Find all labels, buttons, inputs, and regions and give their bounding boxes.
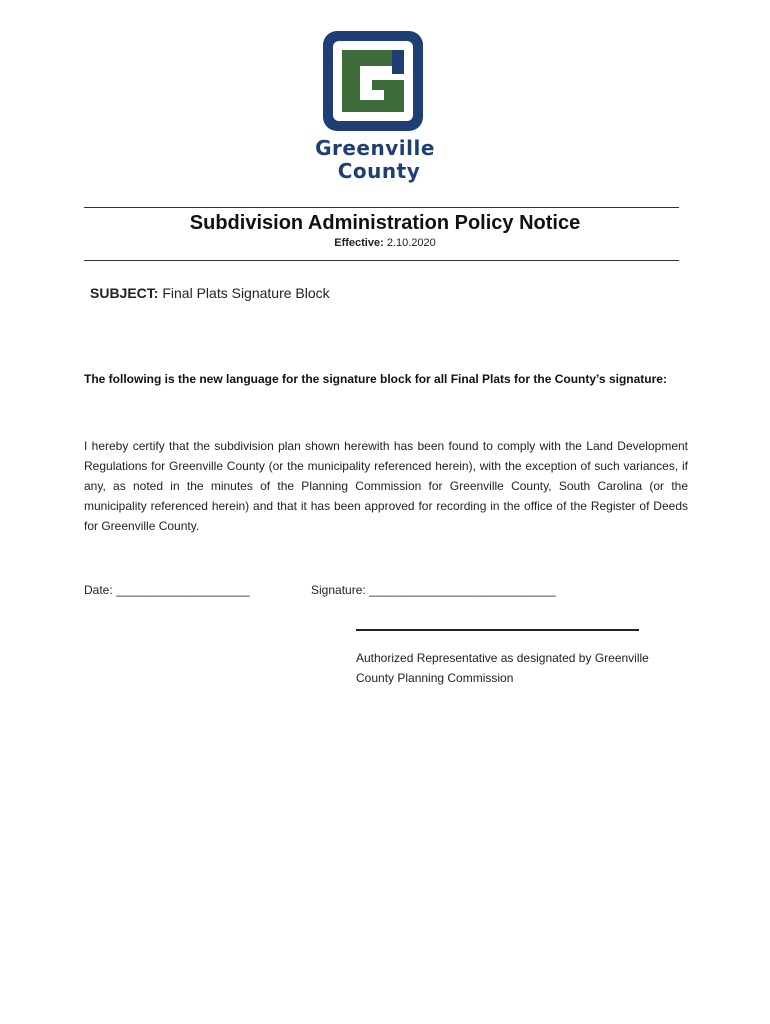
subject-text: Final Plats Signature Block xyxy=(162,285,330,301)
subject-line xyxy=(90,285,330,301)
title-top-divider xyxy=(84,207,679,208)
signature-field: Signature: ____________________________ xyxy=(311,583,556,597)
authorized-line-1: Authorized Representative as designated by Greenville xyxy=(356,651,649,665)
effective-date-line xyxy=(0,237,770,249)
certification-paragraph: I hereby certify that the subdivision plan shown herewith has been found to comply with the Land Development Regulations for Greenville County (or the municipality referenced herein), with the exception of such variances, if any, as noted in the minutes of the Planning Commission for Greenville County, South Carolina (or the municipality referenced herein) and that it has been approved for recording in the office of the Register of Deeds for Greenville County. xyxy=(84,439,688,533)
date-field: Date: ____________________ xyxy=(84,583,250,597)
greenville-county-g-logo-icon xyxy=(304,28,446,133)
subject-label: SUBJECT: xyxy=(90,285,159,301)
effective-label: Effective: xyxy=(334,237,384,249)
title-bottom-divider xyxy=(84,260,679,261)
representative-signature-line xyxy=(356,629,639,631)
logo-text-county: County xyxy=(337,159,421,183)
page-title: Subdivision Administration Policy Notice xyxy=(189,212,581,234)
intro-paragraph: The following is the new language for the signature block for all Final Plats for the County’s signature: xyxy=(84,372,667,386)
authorized-line-2: County Planning Commission xyxy=(356,671,514,685)
authorized-representative-caption xyxy=(356,648,696,688)
effective-date: 2.10.2020 xyxy=(386,237,436,249)
greenville-county-logo xyxy=(304,28,446,188)
logo-text-greenville: Greenville xyxy=(315,136,435,160)
